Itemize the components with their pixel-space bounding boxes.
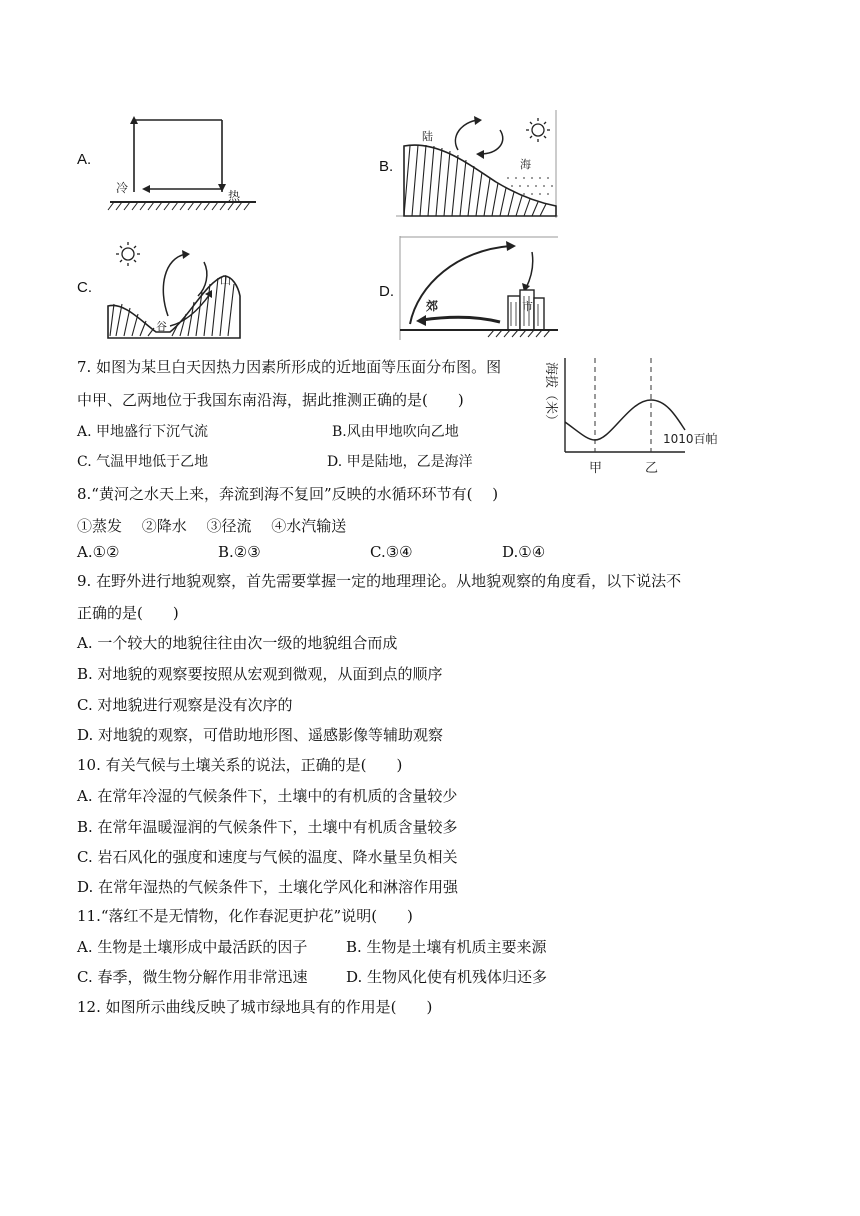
figure-d-label: D. <box>379 283 394 300</box>
q10-option-c: C. 岩石风化的强度和速度与气候的温度、降水量呈负相关 <box>77 848 458 866</box>
figure-b-sea-label: 海 <box>520 158 531 171</box>
q9-option-b: B. 对地貌的观察要按照从宏观到微观，从面到点的顺序 <box>77 665 443 683</box>
q10-option-b: B. 在常年温暖湿润的气候条件下，土壤中有机质含量较多 <box>77 818 458 836</box>
q7-x-label-jia: 甲 <box>589 461 603 476</box>
q11-option-a: A. 生物是土壤形成中最活跃的因子 <box>77 938 308 956</box>
q7-option-b: B.风由甲地吹向乙地 <box>332 424 459 440</box>
q7-ylabel: 海拔（米） <box>543 362 558 428</box>
figure-a-hot-label: 热 <box>228 189 241 203</box>
q11-option-c: C. 春季，微生物分解作用非常迅速 <box>77 968 308 986</box>
q8-option-c: C.③④ <box>370 543 413 561</box>
figure-a-cold-label: 冷 <box>116 181 129 195</box>
figure-d-city-label: 市 <box>522 300 533 313</box>
q9-option-c: C. 对地貌进行观察是没有次序的 <box>77 696 293 714</box>
q7-isobar-figure <box>545 354 731 478</box>
figure-c-valley-wind-diagram <box>106 236 246 340</box>
q7-stem-line1: 7. 如图为某旦白天因热力因素所形成的近地面等压面分布图。图 <box>77 358 502 376</box>
figure-d-urban-heat-island-diagram <box>398 236 558 340</box>
q11-option-d: D. 生物风化使有机残体归还多 <box>346 968 548 986</box>
q7-isobar-label: 1010百帕 <box>663 432 718 446</box>
q10-option-a: A. 在常年冷湿的气候条件下，土壤中的有机质的含量较少 <box>77 787 458 805</box>
figure-b-land-label: 陆 <box>422 130 433 143</box>
q7-stem-line2: 中甲、乙两地位于我国东南沿海，据此推测正确的是( ) <box>77 391 464 409</box>
q7-option-d: D. 甲是陆地，乙是海洋 <box>327 454 473 470</box>
q8-items: ①蒸发 ②降水 ③径流 ④水汽输送 <box>77 517 347 535</box>
figure-b-label: B. <box>379 158 394 175</box>
figure-c-mountain-label: 山 <box>220 274 231 287</box>
q8-option-a: A.①② <box>77 543 120 561</box>
q7-option-c: C. 气温甲地低于乙地 <box>77 454 209 470</box>
figure-a-label: A. <box>77 151 92 168</box>
q7-option-a: A. 甲地盛行下沉气流 <box>77 424 209 440</box>
figure-b-land-sea-breeze-diagram <box>396 110 558 218</box>
q8-option-b: B.②③ <box>218 543 261 561</box>
q9-stem-line2: 正确的是( ) <box>77 604 179 622</box>
q10-option-d: D. 在常年湿热的气候条件下，土壤化学风化和淋溶作用强 <box>77 878 459 896</box>
q8-stem: 8.“黄河之水天上来，奔流到海不复回”反映的水循环环节有( ) <box>77 485 499 503</box>
q8-option-d: D.①④ <box>502 543 546 561</box>
q9-option-d: D. 对地貌的观察，可借助地形图、遥感影像等辅助观察 <box>77 726 444 744</box>
q9-option-a: A. 一个较大的地貌往往由次一级的地貌组合而成 <box>77 634 398 652</box>
figure-a-circulation-diagram <box>108 110 258 215</box>
q11-stem: 11.“落红不是无情物，化作春泥更护花”说明( ) <box>77 907 413 925</box>
figure-c-valley-label: 谷 <box>156 320 167 333</box>
q12-stem: 12. 如图所示曲线反映了城市绿地具有的作用是( ) <box>77 998 433 1016</box>
q9-stem-line1: 9. 在野外进行地貌观察，首先需要掌握一定的地理理论。从地貌观察的角度看，以下说法不 <box>77 572 682 590</box>
figure-d-suburb-label: 郊 <box>426 299 439 313</box>
q7-x-label-yi: 乙 <box>645 461 659 476</box>
q10-stem: 10. 有关气候与土壤关系的说法，正确的是( ) <box>77 756 403 774</box>
q11-option-b: B. 生物是土壤有机质主要来源 <box>346 938 547 956</box>
figure-c-label: C. <box>77 279 92 296</box>
